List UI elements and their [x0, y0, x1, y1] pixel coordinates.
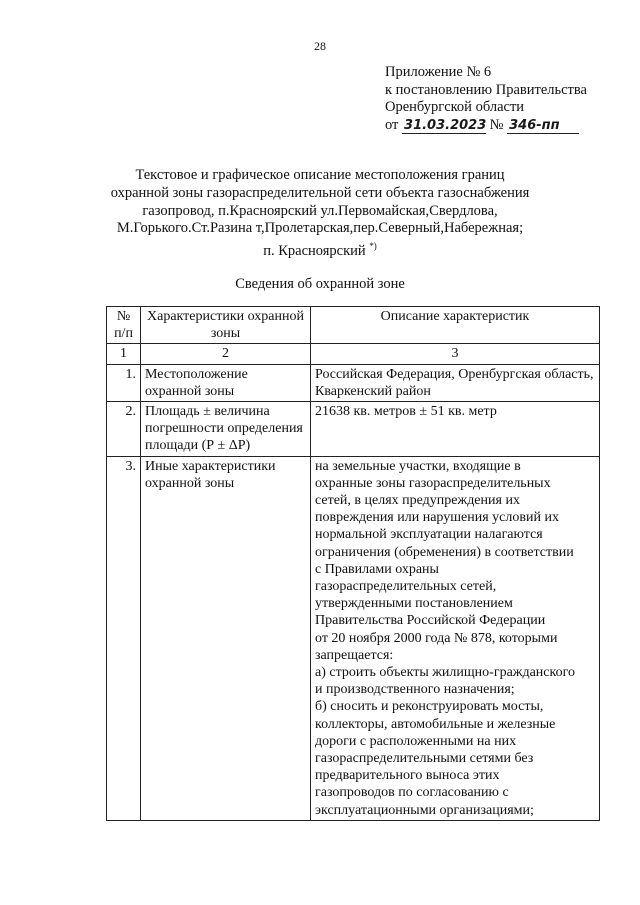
description-line: эксплуатационными организациями; [315, 802, 534, 818]
description-line: а) строить объекты жилищно-гражданского [315, 665, 575, 681]
number-label: № [489, 116, 504, 133]
appendix-reference: к постановлению Правительства [385, 81, 587, 98]
description-line: газораспределительных сетей, [315, 579, 497, 595]
handwritten-date: 31.03.2023 [404, 117, 487, 133]
handwritten-number: 346-пп [507, 119, 579, 134]
description-line: с Правилами охраны [315, 561, 439, 577]
title-line [100, 238, 540, 261]
page-number: 28 [314, 39, 326, 53]
title-line: охранной зоны газораспределительной сети объекта газоснабжения [110, 184, 530, 201]
footnote-mark: *) [369, 241, 377, 252]
appendix-date-line [385, 117, 587, 135]
description-line: дороги с расположенными на них [315, 733, 517, 749]
table-row [107, 456, 600, 820]
description-line: предварительного выноса этих [315, 768, 500, 784]
column-number: 3 [311, 344, 600, 364]
row-description: 21638 кв. метров ± 51 кв. метр [311, 402, 600, 457]
description-line: повреждения или нарушения условий их [315, 510, 559, 526]
header-num: № п/п [107, 307, 141, 344]
table-row [107, 402, 600, 457]
title-line: газопровод, п.Красноярский ул.Первомайская,Свердлова, [142, 202, 498, 219]
table-header-row [107, 307, 600, 344]
row-description [311, 456, 600, 820]
document-title [100, 167, 540, 261]
row-number: 3. [107, 456, 141, 820]
description-line: охранные зоны газораспределительных [315, 475, 551, 491]
title-location: п. Красноярский [263, 243, 366, 260]
description-line: сетей, в целях предупреждения их [315, 493, 520, 509]
description-line: ограничения (обременения) в соответствии [315, 544, 574, 560]
appendix-region: Оренбургской области [385, 99, 525, 115]
column-number: 2 [141, 344, 311, 364]
description-line: газораспределительными сетями без [315, 751, 534, 767]
row-characteristic: Местоположение охранной зоны [141, 364, 311, 401]
title-line: Текстовое и графическое описание местоположения границ [135, 167, 505, 183]
description-line: и производственного назначения; [315, 682, 515, 698]
row-characteristic: Иные характеристики охранной зоны [141, 456, 311, 820]
row-number: 1. [107, 364, 141, 401]
description-line: б) сносить и реконструировать мосты, [315, 699, 544, 715]
description-line: нормальной эксплуатации налагаются [315, 527, 543, 543]
appendix-block [385, 64, 587, 134]
description-line: коллекторы, автомобильные и железные [315, 716, 556, 732]
column-number: 1 [107, 344, 141, 364]
table-row [107, 364, 600, 401]
description-line: запрещается: [315, 647, 394, 663]
description-line: утвержденными постановлением [315, 596, 513, 612]
description-line: газопроводов по согласованию с [315, 785, 509, 801]
section-subtitle: Сведения об охранной зоне [235, 276, 405, 292]
protection-zone-table [106, 306, 600, 821]
title-line: М.Горького.Ст.Разина т,Пролетарская,пер.Северный,Набережная; [116, 220, 524, 237]
description-line: на земельные участки, входящие в [315, 458, 521, 474]
description-line: от 20 ноября 2000 года № 878, которыми [315, 630, 558, 646]
appendix-title: Приложение № 6 [385, 64, 492, 80]
description-line: Правительства Российской Федерации [315, 613, 546, 629]
header-description: Описание характеристик [311, 307, 600, 344]
row-number: 2. [107, 402, 141, 457]
column-number-row [107, 344, 600, 364]
row-description: Российская Федерация, Оренбургская область, Кваркенский район [311, 364, 600, 401]
row-characteristic: Площадь ± величина погрешности определения площади (Р ± ΔР) [141, 402, 311, 457]
from-label: от [385, 116, 399, 133]
header-characteristics: Характеристики охранной зоны [141, 307, 311, 344]
